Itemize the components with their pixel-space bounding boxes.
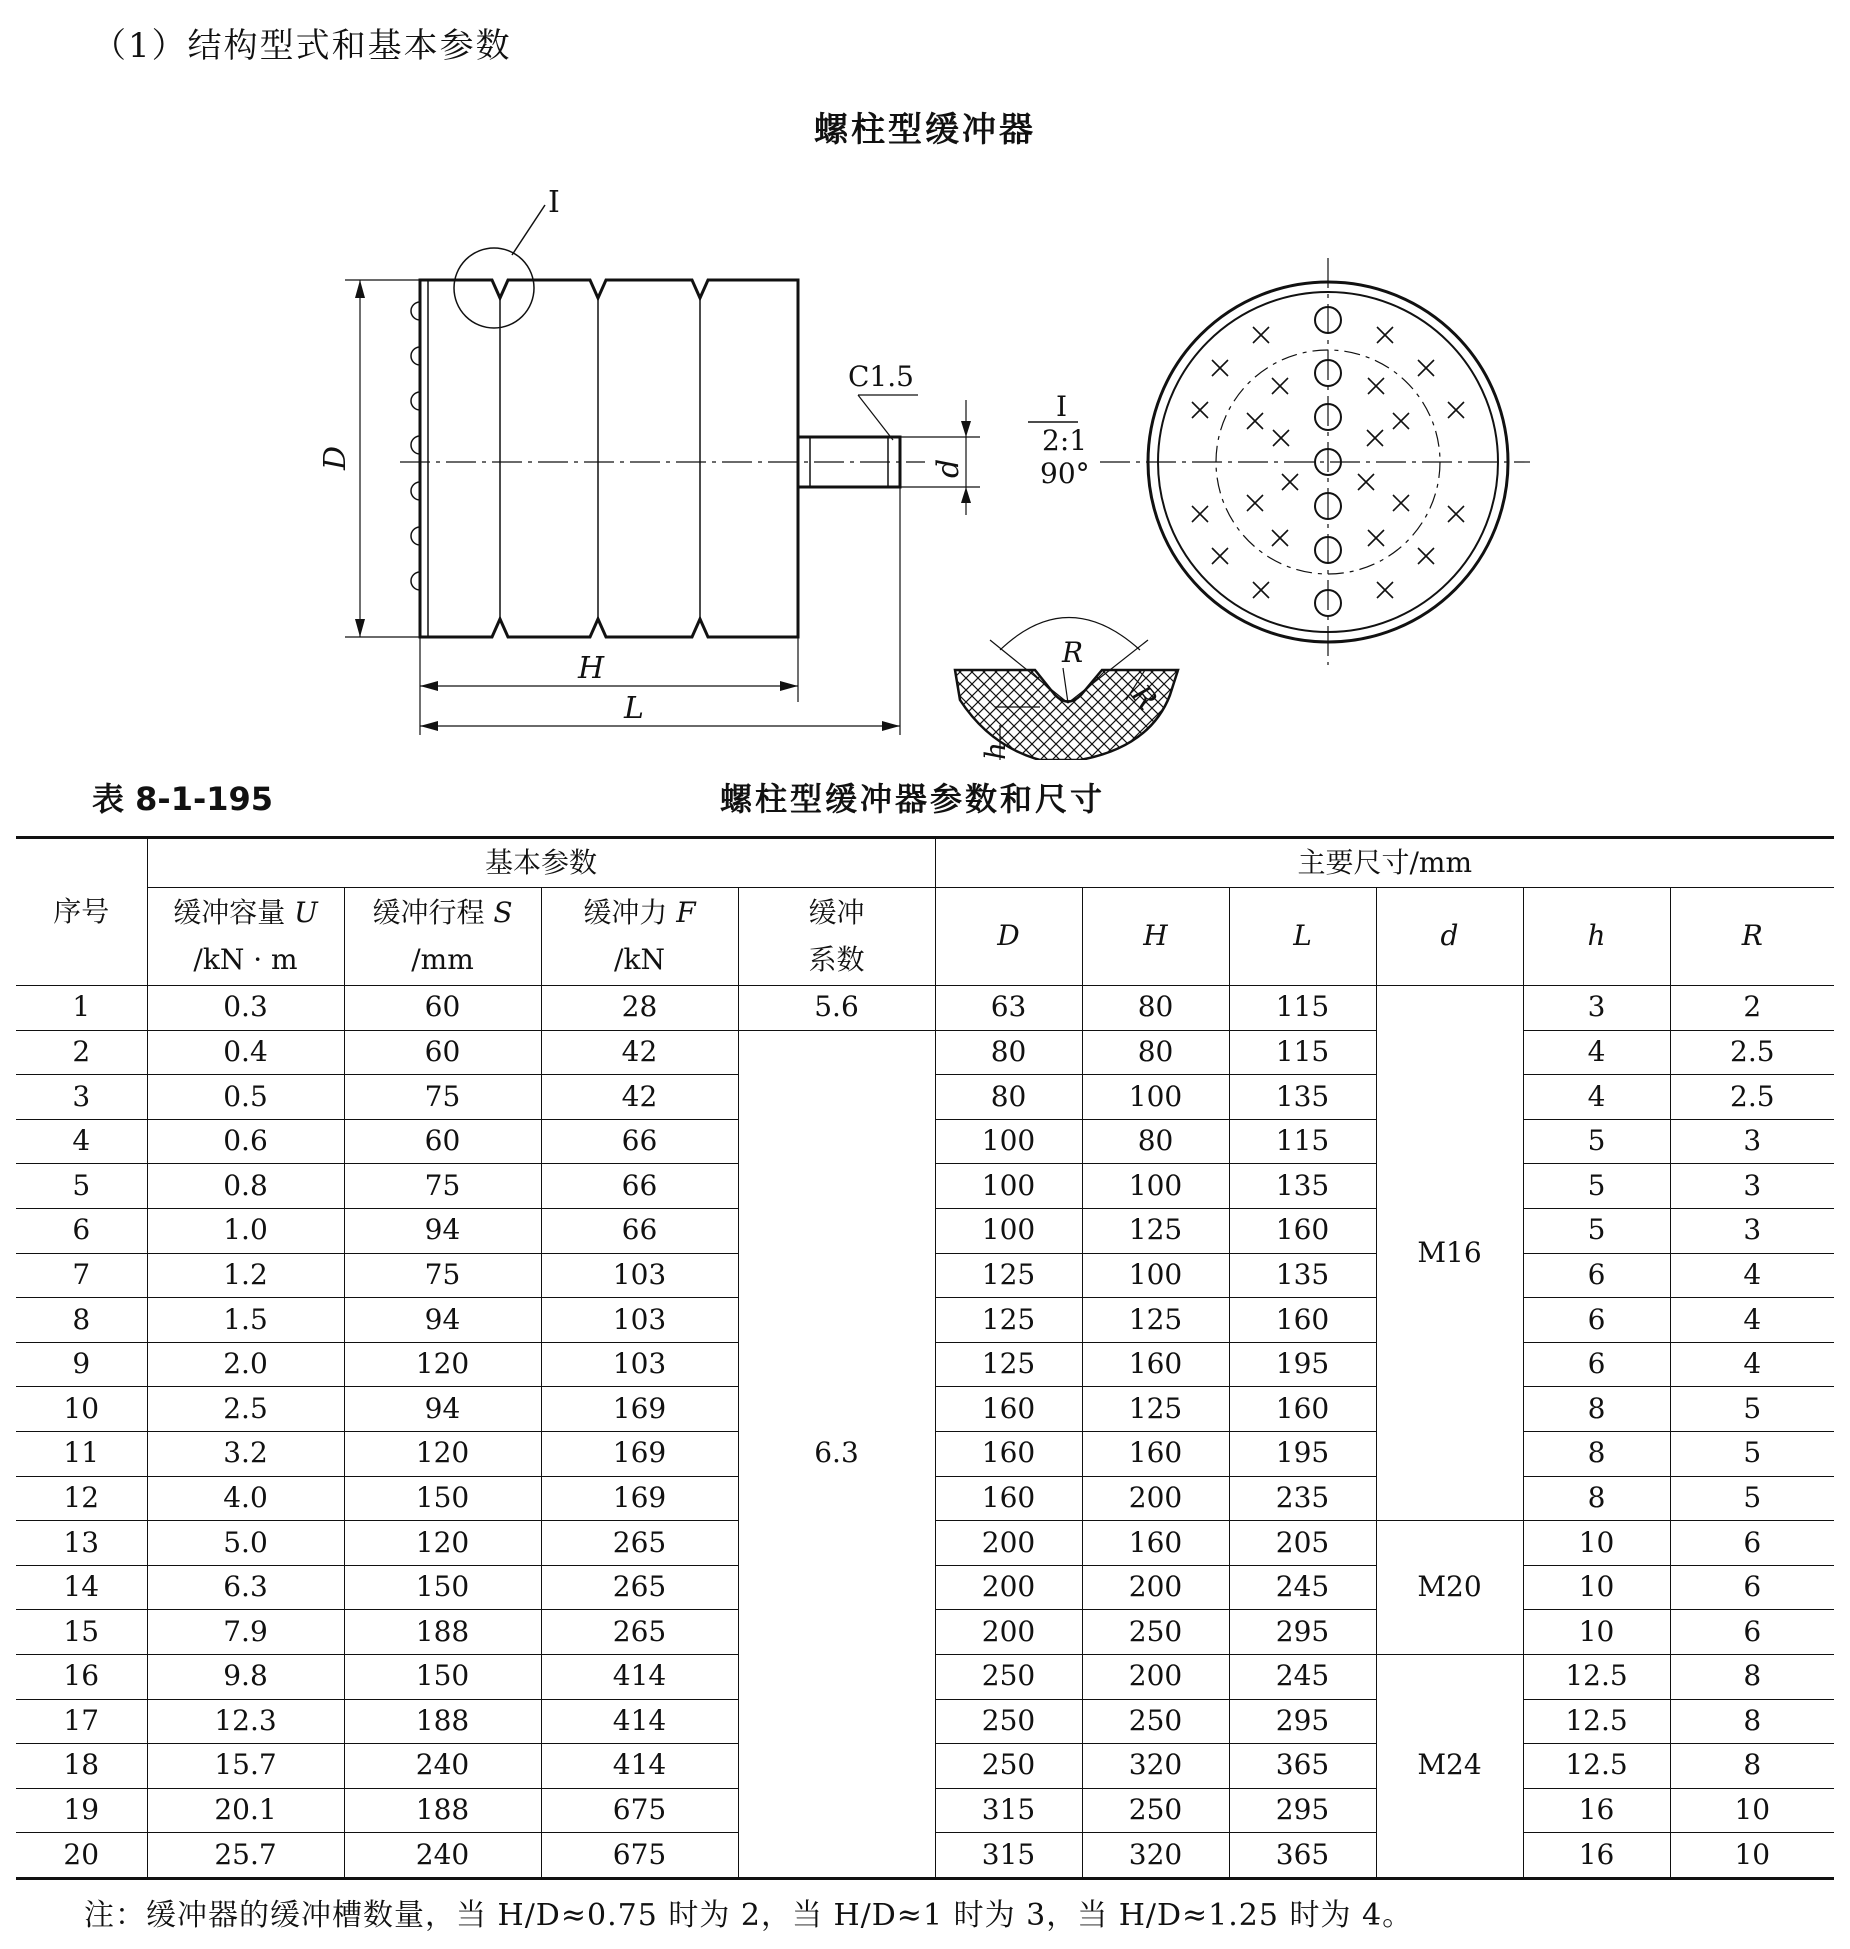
cell-U: 5.0 (147, 1521, 344, 1566)
cell-S: 94 (344, 1298, 541, 1343)
cell-n: 9 (16, 1342, 147, 1387)
cell-U: 1.0 (147, 1208, 344, 1253)
cell-D: 200 (935, 1610, 1082, 1655)
cell-F: 103 (541, 1342, 738, 1387)
cell-R: 4 (1670, 1253, 1834, 1298)
cell-H: 100 (1082, 1075, 1229, 1120)
header-force: 缓冲力 F /kN (541, 888, 738, 986)
cell-L: 135 (1229, 1253, 1376, 1298)
cell-F: 42 (541, 1075, 738, 1120)
cell-L: 115 (1229, 986, 1376, 1031)
chamfer-label: C1.5 (848, 360, 914, 393)
cell-h: 8 (1523, 1387, 1670, 1432)
header-d: d (1376, 888, 1523, 986)
dim-H-label: H (578, 651, 605, 686)
cell-n: 2 (16, 1030, 147, 1075)
cell-L: 195 (1229, 1431, 1376, 1476)
cell-n: 6 (16, 1208, 147, 1253)
header-R: R (1670, 888, 1834, 986)
cell-D: 250 (935, 1744, 1082, 1789)
dim-d-label: d (931, 458, 966, 478)
cell-F: 28 (541, 986, 738, 1031)
cell-L: 235 (1229, 1476, 1376, 1521)
cell-U: 0.4 (147, 1030, 344, 1075)
cell-H: 125 (1082, 1298, 1229, 1343)
header-D: D (935, 888, 1082, 986)
header-stroke: 缓冲行程 S /mm (344, 888, 541, 986)
cell-D: 80 (935, 1075, 1082, 1120)
cell-L: 295 (1229, 1788, 1376, 1833)
cell-F: 414 (541, 1744, 738, 1789)
cell-R: 5 (1670, 1387, 1834, 1432)
cell-F: 169 (541, 1476, 738, 1521)
cell-n: 19 (16, 1788, 147, 1833)
detail-id-label: I (1056, 390, 1068, 423)
cell-R: 3 (1670, 1119, 1834, 1164)
cell-L: 295 (1229, 1699, 1376, 1744)
cell-U: 15.7 (147, 1744, 344, 1789)
cell-U: 6.3 (147, 1565, 344, 1610)
cell-U: 2.0 (147, 1342, 344, 1387)
cell-U: 4.0 (147, 1476, 344, 1521)
header-seq: 序号 (16, 838, 147, 986)
cell-H: 200 (1082, 1654, 1229, 1699)
cell-R: 8 (1670, 1744, 1834, 1789)
cell-L: 115 (1229, 1030, 1376, 1075)
cell-R: 10 (1670, 1833, 1834, 1879)
header-coef: 缓冲 系数 (738, 888, 935, 986)
cell-H: 160 (1082, 1342, 1229, 1387)
cell-F: 265 (541, 1521, 738, 1566)
cell-R: 2 (1670, 986, 1834, 1031)
cell-F: 66 (541, 1119, 738, 1164)
cell-L: 295 (1229, 1610, 1376, 1655)
cell-R: 4 (1670, 1298, 1834, 1343)
cell-coef: 5.6 (738, 986, 935, 1031)
cell-L: 160 (1229, 1298, 1376, 1343)
cell-R: 5 (1670, 1431, 1834, 1476)
section-heading: （1）结构型式和基本参数 (92, 26, 512, 66)
cell-F: 414 (541, 1699, 738, 1744)
detail-scale-label: 2:1 (1042, 424, 1088, 457)
cell-H: 250 (1082, 1788, 1229, 1833)
header-H: H (1082, 888, 1229, 986)
cell-H: 160 (1082, 1431, 1229, 1476)
cell-h: 8 (1523, 1476, 1670, 1521)
cell-h: 5 (1523, 1164, 1670, 1209)
cell-F: 414 (541, 1654, 738, 1699)
cell-S: 240 (344, 1833, 541, 1879)
cell-R: 8 (1670, 1699, 1834, 1744)
parameter-table (16, 836, 1834, 1880)
cell-D: 100 (935, 1119, 1082, 1164)
cell-S: 188 (344, 1610, 541, 1655)
cell-U: 7.9 (147, 1610, 344, 1655)
cell-R: 6 (1670, 1610, 1834, 1655)
dim-D-label: D (318, 445, 353, 470)
cell-S: 94 (344, 1387, 541, 1432)
cell-S: 60 (344, 1030, 541, 1075)
cell-H: 100 (1082, 1253, 1229, 1298)
cell-F: 66 (541, 1208, 738, 1253)
cell-D: 125 (935, 1342, 1082, 1387)
cell-S: 120 (344, 1342, 541, 1387)
end-view (1100, 258, 1530, 665)
cell-S: 150 (344, 1654, 541, 1699)
cell-D: 160 (935, 1431, 1082, 1476)
cell-U: 25.7 (147, 1833, 344, 1879)
cell-F: 103 (541, 1253, 738, 1298)
cell-R: 8 (1670, 1654, 1834, 1699)
cell-S: 120 (344, 1431, 541, 1476)
cell-R: 3 (1670, 1164, 1834, 1209)
cell-L: 115 (1229, 1119, 1376, 1164)
cell-H: 250 (1082, 1699, 1229, 1744)
cell-D: 250 (935, 1654, 1082, 1699)
cell-S: 60 (344, 1119, 541, 1164)
cell-H: 125 (1082, 1208, 1229, 1253)
cell-S: 240 (344, 1744, 541, 1789)
cell-S: 75 (344, 1164, 541, 1209)
cell-d: M24 (1376, 1654, 1523, 1878)
cell-R: 6 (1670, 1521, 1834, 1566)
cell-n: 17 (16, 1699, 147, 1744)
footnote: 注：缓冲器的缓冲槽数量，当 H/D≈0.75 时为 2，当 H/D≈1 时为 3，当 H/D≈1.25 时为 4。 (84, 1898, 1414, 1933)
cell-h: 10 (1523, 1521, 1670, 1566)
cell-S: 75 (344, 1253, 541, 1298)
cell-F: 265 (541, 1565, 738, 1610)
cell-S: 94 (344, 1208, 541, 1253)
cell-U: 9.8 (147, 1654, 344, 1699)
cell-F: 66 (541, 1164, 738, 1209)
cell-R: 2.5 (1670, 1075, 1834, 1120)
cell-h: 12.5 (1523, 1699, 1670, 1744)
cell-U: 0.6 (147, 1119, 344, 1164)
cell-H: 250 (1082, 1610, 1229, 1655)
cell-L: 160 (1229, 1208, 1376, 1253)
cell-d: M20 (1376, 1521, 1523, 1655)
cell-U: 12.3 (147, 1699, 344, 1744)
cell-n: 20 (16, 1833, 147, 1879)
cell-H: 100 (1082, 1164, 1229, 1209)
cell-F: 675 (541, 1788, 738, 1833)
cell-d: M16 (1376, 986, 1523, 1521)
cell-h: 8 (1523, 1431, 1670, 1476)
cell-h: 10 (1523, 1565, 1670, 1610)
detail-mark-label: I (548, 185, 560, 220)
figure-title: 螺柱型缓冲器 (814, 110, 1036, 150)
cell-L: 160 (1229, 1387, 1376, 1432)
cell-n: 5 (16, 1164, 147, 1209)
cell-coef: 6.3 (738, 1030, 935, 1878)
cell-n: 15 (16, 1610, 147, 1655)
header-capacity: 缓冲容量 U /kN · m (147, 888, 344, 986)
cell-h: 6 (1523, 1342, 1670, 1387)
cell-D: 200 (935, 1521, 1082, 1566)
radius-label-2: R (1124, 678, 1164, 716)
table-number: 表 8-1-195 (92, 780, 274, 818)
cell-U: 1.2 (147, 1253, 344, 1298)
cell-D: 315 (935, 1788, 1082, 1833)
cell-h: 12.5 (1523, 1654, 1670, 1699)
cell-n: 1 (16, 986, 147, 1031)
cell-h: 10 (1523, 1610, 1670, 1655)
table-row (16, 986, 1834, 1031)
cell-n: 13 (16, 1521, 147, 1566)
cell-L: 135 (1229, 1075, 1376, 1120)
cell-H: 80 (1082, 1030, 1229, 1075)
cell-H: 160 (1082, 1521, 1229, 1566)
cell-R: 4 (1670, 1342, 1834, 1387)
cell-D: 100 (935, 1208, 1082, 1253)
cell-L: 245 (1229, 1654, 1376, 1699)
cell-H: 125 (1082, 1387, 1229, 1432)
cell-S: 150 (344, 1565, 541, 1610)
cell-H: 320 (1082, 1744, 1229, 1789)
cell-D: 160 (935, 1476, 1082, 1521)
cell-U: 1.5 (147, 1298, 344, 1343)
cell-n: 8 (16, 1298, 147, 1343)
cell-L: 365 (1229, 1744, 1376, 1789)
cell-L: 245 (1229, 1565, 1376, 1610)
cell-F: 169 (541, 1431, 738, 1476)
radius-label: R (1062, 636, 1084, 669)
technical-drawing (0, 180, 1850, 760)
cell-D: 160 (935, 1387, 1082, 1432)
table-row (16, 1030, 1834, 1075)
cell-n: 11 (16, 1431, 147, 1476)
cell-D: 200 (935, 1565, 1082, 1610)
table-caption: 螺柱型缓冲器参数和尺寸 (720, 780, 1106, 818)
header-h: h (1523, 888, 1670, 986)
cell-h: 16 (1523, 1833, 1670, 1879)
cell-h: 4 (1523, 1030, 1670, 1075)
header-main-dims: 主要尺寸/mm (935, 838, 1834, 888)
cell-R: 10 (1670, 1788, 1834, 1833)
cell-F: 265 (541, 1610, 738, 1655)
cell-H: 80 (1082, 1119, 1229, 1164)
cell-U: 0.3 (147, 986, 344, 1031)
cell-H: 320 (1082, 1833, 1229, 1879)
cell-D: 100 (935, 1164, 1082, 1209)
cell-R: 3 (1670, 1208, 1834, 1253)
cell-n: 14 (16, 1565, 147, 1610)
side-view (345, 205, 980, 735)
cell-H: 200 (1082, 1476, 1229, 1521)
cell-U: 2.5 (147, 1387, 344, 1432)
cell-D: 125 (935, 1298, 1082, 1343)
cell-n: 3 (16, 1075, 147, 1120)
cell-D: 250 (935, 1699, 1082, 1744)
cell-U: 3.2 (147, 1431, 344, 1476)
cell-n: 12 (16, 1476, 147, 1521)
dim-L-label: L (624, 691, 644, 726)
header-L: L (1229, 888, 1376, 986)
cell-S: 188 (344, 1788, 541, 1833)
cell-L: 135 (1229, 1164, 1376, 1209)
cell-h: 4 (1523, 1075, 1670, 1120)
cell-S: 60 (344, 986, 541, 1031)
cell-R: 5 (1670, 1476, 1834, 1521)
cell-S: 150 (344, 1476, 541, 1521)
cell-F: 169 (541, 1387, 738, 1432)
cell-n: 16 (16, 1654, 147, 1699)
cell-S: 120 (344, 1521, 541, 1566)
cell-h: 6 (1523, 1253, 1670, 1298)
cell-D: 63 (935, 986, 1082, 1031)
cell-S: 188 (344, 1699, 541, 1744)
cell-h: 16 (1523, 1788, 1670, 1833)
cell-h: 5 (1523, 1119, 1670, 1164)
cell-D: 315 (935, 1833, 1082, 1879)
cell-D: 125 (935, 1253, 1082, 1298)
cell-L: 365 (1229, 1833, 1376, 1879)
cell-F: 675 (541, 1833, 738, 1879)
cell-n: 4 (16, 1119, 147, 1164)
cell-h: 5 (1523, 1208, 1670, 1253)
cell-h: 6 (1523, 1298, 1670, 1343)
cell-n: 10 (16, 1387, 147, 1432)
cell-H: 80 (1082, 986, 1229, 1031)
cell-h: 12.5 (1523, 1744, 1670, 1789)
cell-R: 6 (1670, 1565, 1834, 1610)
cell-F: 42 (541, 1030, 738, 1075)
table-body (16, 986, 1834, 1879)
cell-L: 205 (1229, 1521, 1376, 1566)
dim-h-label: h (979, 741, 1012, 760)
cell-R: 2.5 (1670, 1030, 1834, 1075)
cell-U: 0.8 (147, 1164, 344, 1209)
cell-D: 80 (935, 1030, 1082, 1075)
cell-n: 7 (16, 1253, 147, 1298)
cell-U: 0.5 (147, 1075, 344, 1120)
cell-L: 195 (1229, 1342, 1376, 1387)
cell-S: 75 (344, 1075, 541, 1120)
angle-label: 90° (1040, 457, 1090, 490)
cell-h: 3 (1523, 986, 1670, 1031)
cell-n: 18 (16, 1744, 147, 1789)
cell-H: 200 (1082, 1565, 1229, 1610)
header-basic-params: 基本参数 (147, 838, 935, 888)
cell-U: 20.1 (147, 1788, 344, 1833)
cell-F: 103 (541, 1298, 738, 1343)
